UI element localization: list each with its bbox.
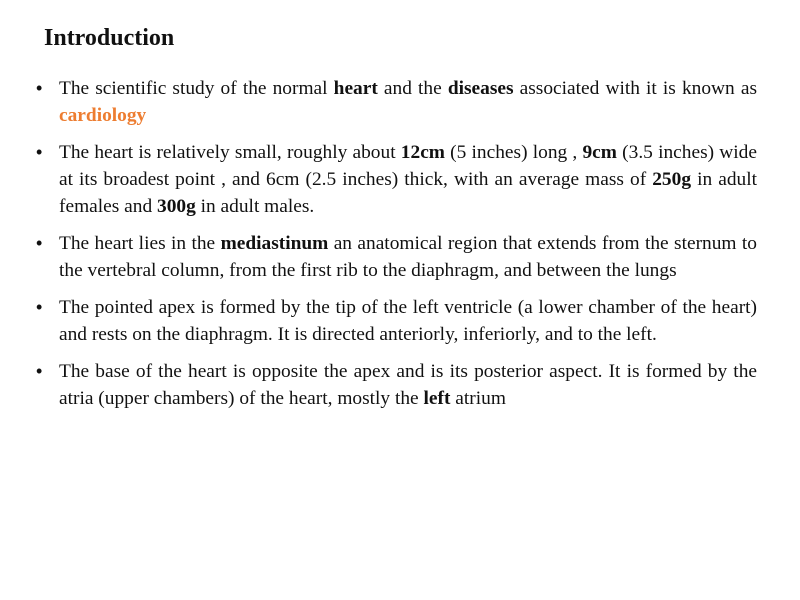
bold-term: 12cm bbox=[400, 142, 445, 163]
bullet-list bbox=[36, 75, 757, 422]
bullet-text: atrium bbox=[450, 388, 506, 409]
bullet-text: The scientific study of the normal bbox=[59, 78, 334, 99]
bullet-text: The heart lies in the bbox=[59, 233, 221, 254]
bold-term: 9cm bbox=[582, 142, 617, 163]
bold-term: left bbox=[423, 388, 451, 409]
bullet-text: associated with it is known as bbox=[513, 78, 757, 99]
highlighted-term: cardiology bbox=[59, 105, 147, 126]
bullet-dot-icon: • bbox=[36, 361, 43, 381]
bullet-text: (5 inches) long , bbox=[444, 142, 583, 163]
bold-term: mediastinum bbox=[220, 233, 329, 254]
bullet-text: an anatomical region that extends from the sternum to the vertebral column, from the first rib to the diaphragm, and between the lungs bbox=[59, 233, 757, 281]
bold-term: 250g bbox=[652, 169, 692, 190]
bullet-text: (3.5 inches) wide at its broadest point , and 6cm (2.5 inches) thick, with an average mass of bbox=[59, 142, 757, 190]
bullet-item bbox=[36, 139, 757, 220]
bullet-dot-icon: • bbox=[36, 142, 43, 162]
bullet-text: The heart is relatively small, roughly about bbox=[59, 142, 401, 163]
bullet-item bbox=[36, 75, 757, 129]
bullet-dot-icon: • bbox=[36, 297, 43, 317]
bullet-text: in adult females and bbox=[59, 169, 757, 217]
slide-title: Introduction bbox=[44, 25, 175, 51]
bullet-item bbox=[36, 230, 757, 284]
bullet-item bbox=[36, 358, 757, 412]
bold-term: diseases bbox=[447, 78, 514, 99]
bullet-text: and the bbox=[377, 78, 448, 99]
bullet-dot-icon: • bbox=[36, 78, 43, 98]
bullet-text: The pointed apex is formed by the tip of the left ventricle (a lower chamber of the heart) and rests on the diaphragm. It is directed anteriorly, inferiorly, and to the left. bbox=[59, 297, 757, 345]
bullet-item bbox=[36, 294, 757, 348]
bold-term: heart bbox=[333, 78, 378, 99]
bullet-dot-icon: • bbox=[36, 233, 43, 253]
bullet-text: The base of the heart is opposite the apex and is its posterior aspect. It is formed by the atria (upper chambers) of the heart, mostly the bbox=[59, 361, 757, 409]
bold-term: 300g bbox=[157, 196, 196, 217]
bullet-text: in adult males. bbox=[195, 196, 315, 217]
